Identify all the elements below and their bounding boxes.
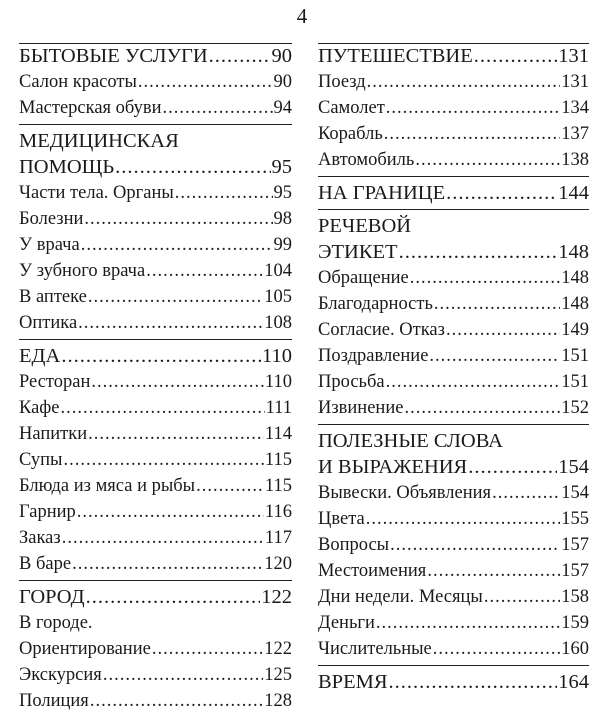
toc-entry-title: У врача: [19, 235, 80, 255]
toc-entry: [19, 369, 292, 395]
toc-entry-title: В городе.: [19, 613, 93, 633]
toc-entry: [318, 317, 589, 343]
toc-entry-title: Цвета: [318, 509, 365, 529]
toc-entry: [318, 532, 589, 558]
toc-entry-page: 144: [558, 182, 589, 204]
toc-section-heading: [318, 239, 589, 265]
toc-entry-page: 115: [264, 476, 292, 496]
toc-entry: [318, 584, 589, 610]
dot-leader: [152, 636, 263, 662]
toc-entry: [19, 310, 292, 336]
toc-entry: [318, 291, 589, 317]
toc-entry-title: И ВЫРАЖЕНИЯ: [318, 456, 468, 478]
section-divider: [318, 176, 589, 177]
toc-section-heading: [19, 584, 292, 610]
dot-leader: [115, 154, 270, 180]
toc-entry: [318, 95, 589, 121]
toc-entry-title: ПОМОЩЬ: [19, 156, 115, 178]
toc-entry-page: 128: [264, 691, 292, 711]
toc-entry: [318, 395, 589, 421]
toc-entry: [318, 636, 589, 662]
dot-leader: [72, 551, 263, 577]
toc-entry: [19, 232, 292, 258]
dot-leader: [88, 421, 264, 447]
dot-leader: [386, 369, 561, 395]
dot-leader: [77, 499, 264, 525]
toc-section-heading: [318, 428, 589, 454]
toc-entry-page: 148: [561, 294, 589, 314]
section-divider: [318, 209, 589, 210]
dot-leader: [138, 69, 273, 95]
dot-leader: [474, 43, 557, 69]
page-number: 4: [296, 4, 308, 28]
toc-entry-page: 105: [264, 287, 292, 307]
dot-leader: [196, 473, 264, 499]
section-divider: [318, 424, 589, 425]
toc-entry-page: 114: [264, 424, 292, 444]
toc-entry-page: 110: [262, 345, 292, 367]
dot-leader: [389, 669, 558, 695]
dot-leader: [376, 610, 560, 636]
toc-entry-title: ЕДА: [19, 345, 61, 367]
toc-entry-page: 120: [264, 554, 292, 574]
toc-entry: [19, 447, 292, 473]
toc-section-heading: [318, 43, 589, 69]
toc-entry-title: Поздравление: [318, 346, 429, 366]
toc-entry: [19, 258, 292, 284]
toc-entry: [318, 558, 589, 584]
toc-left-column: [19, 43, 292, 714]
toc-entry: [318, 369, 589, 395]
dot-leader: [91, 369, 264, 395]
toc-entry-title: ВРЕМЯ: [318, 671, 388, 693]
dot-leader: [484, 584, 560, 610]
toc-entry-page: 98: [273, 209, 292, 229]
toc-entry-page: 131: [558, 45, 589, 67]
toc-entry-title: В баре: [19, 554, 72, 574]
dot-leader: [366, 506, 561, 532]
toc-entry: [19, 610, 292, 636]
toc-section-heading: [19, 343, 292, 369]
dot-leader: [446, 317, 560, 343]
toc-entry-page: 148: [558, 241, 589, 263]
toc-entry-title: Части тела. Органы: [19, 183, 174, 203]
dot-leader: [390, 532, 560, 558]
dot-leader: [492, 480, 560, 506]
toc-entry: [318, 480, 589, 506]
toc-entry-title: Дни недели. Месяцы: [318, 587, 483, 607]
section-divider: [19, 339, 292, 340]
dot-leader: [209, 43, 271, 69]
dot-leader: [103, 662, 263, 688]
toc-section-heading: [318, 669, 589, 695]
toc-entry-page: 95: [271, 156, 292, 178]
toc-entry-title: Супы: [19, 450, 63, 470]
toc-entry-title: БЫТОВЫЕ УСЛУГИ: [19, 45, 208, 67]
toc-entry-page: 151: [561, 372, 589, 392]
dot-leader: [88, 284, 263, 310]
toc-entry-page: 134: [561, 98, 589, 118]
toc-entry-title: Корабль: [318, 124, 383, 144]
toc-entry-page: 154: [561, 483, 589, 503]
toc-entry: [19, 69, 292, 95]
toc-entry-page: 155: [561, 509, 589, 529]
toc-entry-page: 94: [273, 98, 292, 118]
dot-leader: [415, 147, 560, 173]
toc-entry: [19, 688, 292, 714]
toc-entry-title: Мастерская обуви: [19, 98, 162, 118]
toc-entry-page: 95: [273, 183, 292, 203]
toc-entry-title: НА ГРАНИЦЕ: [318, 182, 446, 204]
toc-entry: [19, 636, 292, 662]
toc-entry: [19, 180, 292, 206]
toc-entry-title: Местоимения: [318, 561, 427, 581]
toc-entry: [318, 147, 589, 173]
toc-entry-page: 99: [273, 235, 292, 255]
dot-leader: [62, 525, 264, 551]
toc-entry-page: 131: [561, 72, 589, 92]
toc-entry-page: 154: [558, 456, 589, 478]
toc-entry-title: ПОЛЕЗНЫЕ СЛОВА: [318, 430, 503, 452]
dot-leader: [61, 395, 265, 421]
section-divider: [19, 124, 292, 125]
toc-entry-page: 110: [264, 372, 292, 392]
dot-leader: [446, 180, 557, 206]
toc-entry: [19, 525, 292, 551]
toc-entry-title: У зубного врача: [19, 261, 146, 281]
dot-leader: [433, 636, 560, 662]
toc-entry-title: Обращение: [318, 268, 409, 288]
toc-entry-page: 122: [264, 639, 292, 659]
toc-right-column: [318, 43, 589, 695]
dot-leader: [429, 343, 560, 369]
toc-entry-title: Ресторан: [19, 372, 91, 392]
dot-leader: [410, 265, 561, 291]
dot-leader: [468, 454, 557, 480]
dot-leader: [84, 206, 272, 232]
toc-entry-title: Напитки: [19, 424, 88, 444]
toc-entry: [19, 206, 292, 232]
toc-section-heading: [318, 454, 589, 480]
toc-entry: [19, 662, 292, 688]
toc-entry: [19, 95, 292, 121]
toc-entry-page: 108: [264, 313, 292, 333]
toc-entry-title: Блюда из мяса и рыбы: [19, 476, 196, 496]
dot-leader: [146, 258, 263, 284]
toc-entry-title: МЕДИЦИНСКАЯ: [19, 130, 179, 152]
dot-leader: [399, 239, 558, 265]
toc-entry-title: Самолет: [318, 98, 385, 118]
toc-entry: [318, 121, 589, 147]
toc-entry-page: 148: [561, 268, 589, 288]
toc-entry-title: ЭТИКЕТ: [318, 241, 398, 263]
toc-entry-title: Вопросы: [318, 535, 390, 555]
dot-leader: [81, 232, 273, 258]
toc-entry-title: Автомобиль: [318, 150, 415, 170]
dot-leader: [86, 584, 261, 610]
toc-entry-title: Салон красоты: [19, 72, 137, 92]
dot-leader: [90, 688, 263, 714]
toc-section-heading: [318, 213, 589, 239]
dot-leader: [404, 395, 560, 421]
toc-entry-title: Вывески. Объявления: [318, 483, 492, 503]
toc-entry-title: Полиция: [19, 691, 89, 711]
toc-entry: [318, 610, 589, 636]
dot-leader: [78, 310, 263, 336]
toc-entry-page: 151: [561, 346, 589, 366]
toc-entry-title: Числительные: [318, 639, 432, 659]
toc-entry-page: 117: [264, 528, 292, 548]
toc-entry-page: 111: [265, 398, 292, 418]
toc-entry-page: 125: [264, 665, 292, 685]
toc-entry-title: ПУТЕШЕСТВИЕ: [318, 45, 473, 67]
dot-leader: [61, 343, 261, 369]
toc-entry-title: РЕЧЕВОЙ: [318, 215, 412, 237]
dot-leader: [175, 180, 273, 206]
toc-entry: [318, 265, 589, 291]
toc-entry-title: В аптеке: [19, 287, 87, 307]
toc-entry-page: 159: [561, 613, 589, 633]
dot-leader: [63, 447, 263, 473]
toc-entry-page: 122: [261, 586, 292, 608]
toc-entry: [318, 69, 589, 95]
toc-entry-title: Деньги: [318, 613, 375, 633]
toc-entry-page: 104: [264, 261, 292, 281]
toc-section-heading: [19, 128, 292, 154]
toc-section-heading: [19, 43, 292, 69]
toc-entry-title: Просьба: [318, 372, 385, 392]
toc-entry-page: 137: [561, 124, 589, 144]
toc-entry-title: Благодарность: [318, 294, 433, 314]
toc-entry-title: Ориентирование: [19, 639, 151, 659]
toc-entry: [19, 395, 292, 421]
dot-leader: [163, 95, 273, 121]
toc-section-heading: [318, 180, 589, 206]
toc-entry: [19, 421, 292, 447]
toc-entry-page: 149: [561, 320, 589, 340]
toc-entry-title: Извинение: [318, 398, 404, 418]
toc-entry-title: Кафе: [19, 398, 60, 418]
toc-entry-page: 152: [561, 398, 589, 418]
toc-entry-title: Экскурсия: [19, 665, 102, 685]
dot-leader: [386, 95, 560, 121]
toc-section-heading: [19, 154, 292, 180]
toc-entry: [19, 473, 292, 499]
toc-entry-title: Поезд: [318, 72, 366, 92]
toc-entry-page: 158: [561, 587, 589, 607]
toc-entry-page: 138: [561, 150, 589, 170]
toc-entry-page: 90: [273, 72, 292, 92]
toc-entry-page: 164: [558, 671, 589, 693]
dot-leader: [384, 121, 561, 147]
toc-entry-title: Согласие. Отказ: [318, 320, 445, 340]
toc-entry-title: ГОРОД: [19, 586, 85, 608]
dot-leader: [367, 69, 561, 95]
dot-leader: [427, 558, 560, 584]
toc-entry: [19, 499, 292, 525]
toc-entry-page: 157: [561, 561, 589, 581]
toc-entry-title: Оптика: [19, 313, 78, 333]
dot-leader: [434, 291, 560, 317]
toc-entry: [318, 343, 589, 369]
toc-entry-page: 116: [264, 502, 292, 522]
toc-entry-page: 160: [561, 639, 589, 659]
toc-entry-title: Гарнир: [19, 502, 76, 522]
toc-entry-page: 90: [271, 45, 292, 67]
toc-entry: [19, 551, 292, 577]
section-divider: [318, 665, 589, 666]
toc-entry-title: Болезни: [19, 209, 84, 229]
toc-entry-page: 115: [264, 450, 292, 470]
toc-entry-page: 157: [561, 535, 589, 555]
toc-entry: [19, 284, 292, 310]
toc-entry: [318, 506, 589, 532]
toc-entry-title: Заказ: [19, 528, 61, 548]
section-divider: [19, 580, 292, 581]
